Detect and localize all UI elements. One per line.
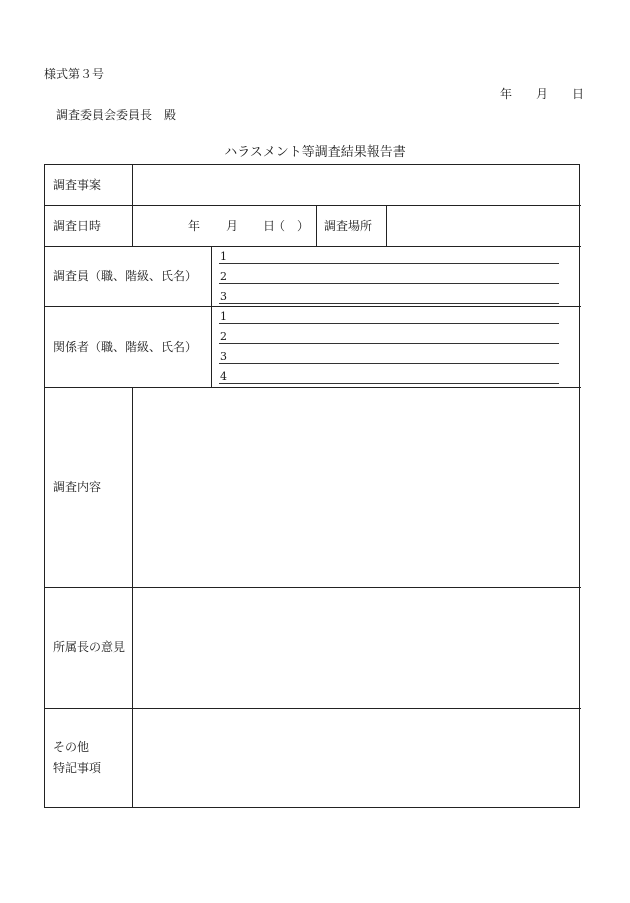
other-label-line2: 特記事項: [53, 761, 102, 775]
related-line-number: 1: [220, 310, 227, 323]
related-line-4[interactable]: [219, 383, 559, 384]
supervisor-opinion-input[interactable]: [133, 588, 580, 708]
form-number: 様式第３号: [44, 67, 105, 81]
addressee: 調査委員会委員長 殿: [56, 108, 177, 122]
related-line-number: 2: [220, 330, 227, 343]
survey-day-label: 日: [263, 219, 276, 233]
related-line-number: 4: [220, 370, 227, 383]
case-label: 調査事案: [53, 178, 102, 192]
other-label-line1: その他: [53, 740, 90, 754]
investigator-line-number: 2: [220, 270, 227, 283]
investigator-line-1[interactable]: [219, 263, 559, 264]
other-notes-input[interactable]: [133, 709, 580, 808]
date-month-label: 月: [536, 87, 549, 101]
supervisor-opinion-label: 所属長の意見: [53, 640, 126, 654]
related-line-number: 3: [220, 350, 227, 363]
investigator-line-3[interactable]: [219, 303, 559, 304]
related-persons-label: 関係者（職、階級、氏名）: [53, 340, 198, 354]
content-label: 調査内容: [53, 480, 102, 494]
report-date: [500, 87, 584, 101]
place-label: 調査場所: [324, 219, 373, 233]
date-time-label: 調査日時: [53, 219, 102, 233]
survey-month-label: 月: [226, 219, 239, 233]
report-form-table: [44, 164, 580, 808]
date-year-label: 年: [500, 87, 513, 101]
page-title: ハラスメント等調査結果報告書: [224, 145, 406, 160]
related-line-2[interactable]: [219, 343, 559, 344]
investigator-line-number: 3: [220, 290, 227, 303]
survey-year-label: 年: [188, 219, 201, 233]
investigator-line-number: 1: [220, 250, 227, 263]
survey-weekday-label: （ ）: [273, 219, 310, 233]
investigator-line-2[interactable]: [219, 283, 559, 284]
place-input[interactable]: [387, 206, 580, 246]
related-line-1[interactable]: [219, 323, 559, 324]
date-day-label: 日: [572, 87, 585, 101]
case-input[interactable]: [133, 165, 580, 205]
content-input[interactable]: [133, 388, 580, 587]
investigators-label: 調査員（職、階級、氏名）: [53, 269, 198, 283]
related-line-3[interactable]: [219, 363, 559, 364]
